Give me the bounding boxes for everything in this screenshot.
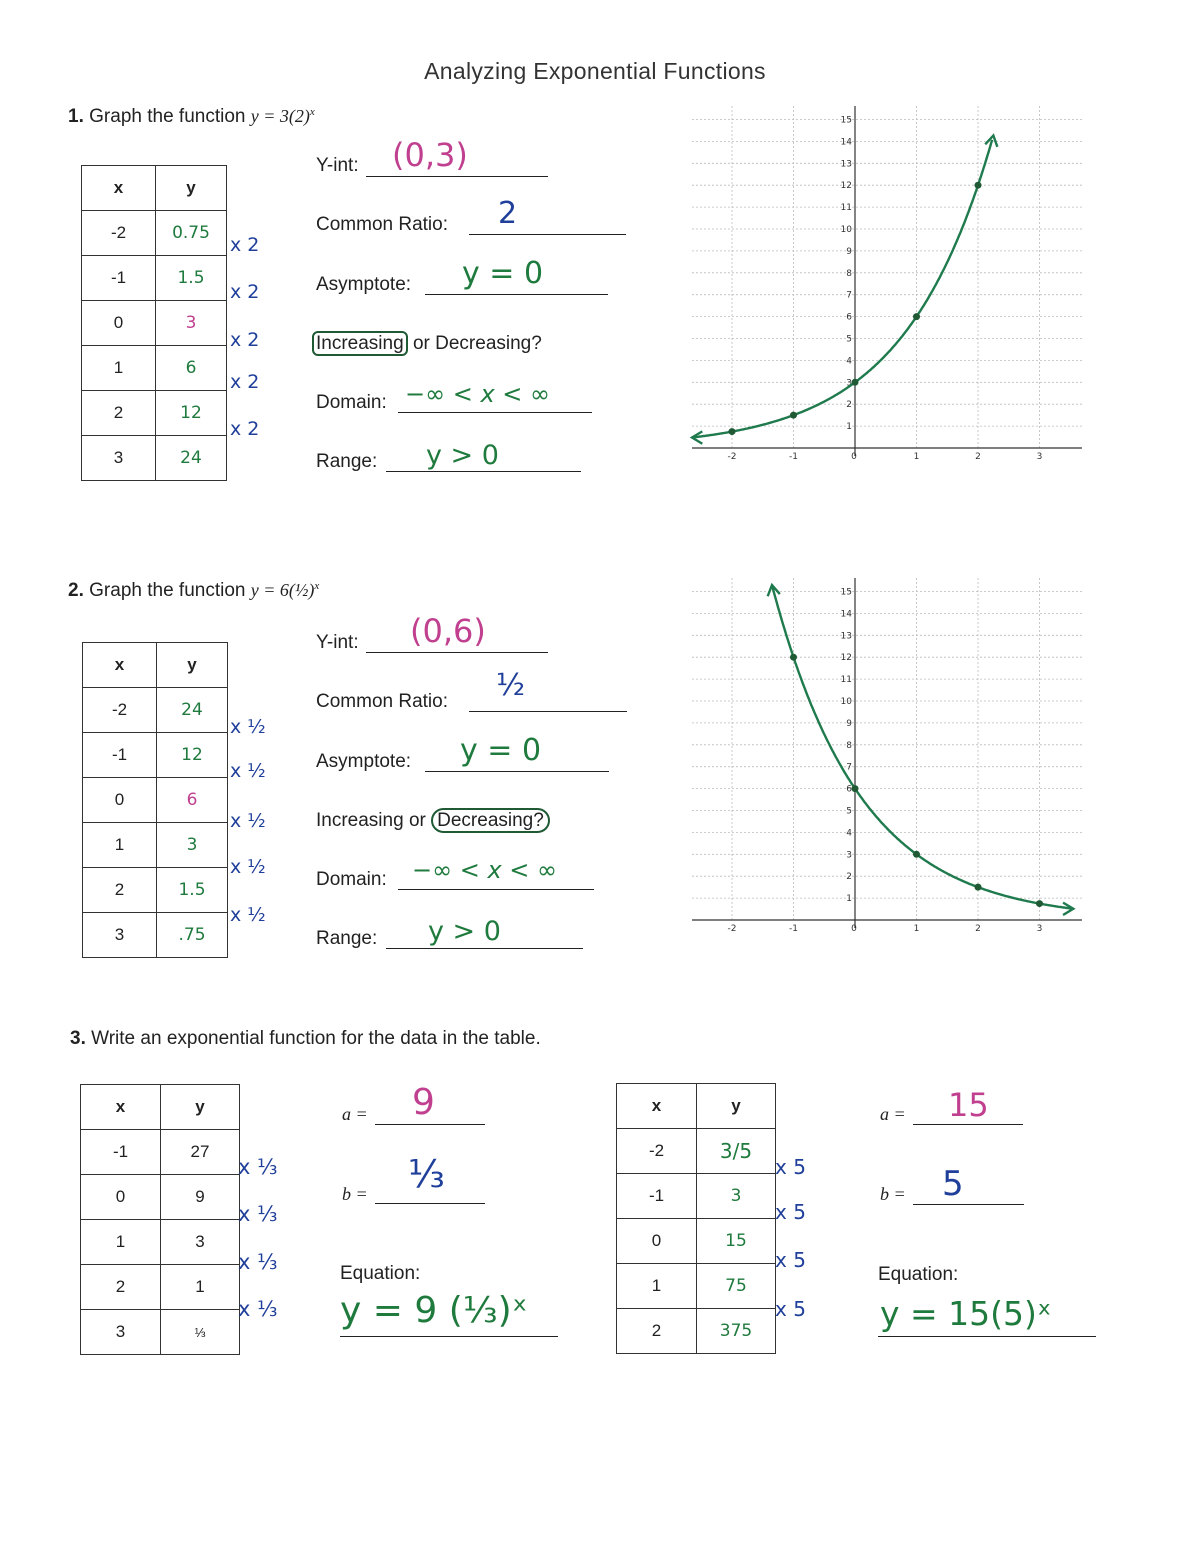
x-tick-label: 0 xyxy=(851,924,857,934)
decreasing-choice: Decreasing? xyxy=(435,333,542,354)
asymptote-label: Asymptote: xyxy=(316,751,412,772)
domain-label: Domain: xyxy=(316,869,387,890)
increasing-choice: Increasing xyxy=(316,810,404,831)
y-tick-label: 12 xyxy=(840,653,852,664)
problem2-prompt-text: Graph the function xyxy=(89,580,246,601)
y-tick-label: 1 xyxy=(846,894,852,905)
y-tick-label: 7 xyxy=(846,290,852,301)
problem1-prompt xyxy=(68,106,315,128)
table-row: 0 3 xyxy=(82,301,227,346)
y-tick-label: 2 xyxy=(846,872,852,883)
ratio-note: x ½ xyxy=(230,760,266,782)
x-tick-label: -1 xyxy=(789,924,798,934)
table-row: 2 1.5 xyxy=(83,868,228,913)
table-row: -1 12 xyxy=(83,733,228,778)
x-tick-label: -2 xyxy=(727,924,737,934)
page-title: Analyzing Exponential Functions xyxy=(424,58,766,84)
table-row: 2 12 xyxy=(82,391,227,436)
data-point xyxy=(975,182,982,189)
ratio-note: x 5 xyxy=(775,1155,806,1179)
data-point xyxy=(913,851,920,858)
table-header: y xyxy=(697,1084,776,1129)
table-header: x xyxy=(617,1084,697,1129)
x-tick-label: 2 xyxy=(975,924,981,934)
y-tick-label: 1 xyxy=(846,422,852,433)
x-tick-label: 3 xyxy=(1036,452,1043,462)
data-point xyxy=(975,884,982,891)
table-row: 3 .75 xyxy=(83,913,228,958)
ratio-value: 2 xyxy=(498,196,518,231)
y-tick-label: 6 xyxy=(846,784,852,795)
y-tick-label: 14 xyxy=(840,137,852,148)
equation-value: y = 15(5)ˣ xyxy=(880,1294,1052,1333)
ratio-note: x 2 xyxy=(230,371,260,393)
y-tick-label: 10 xyxy=(840,225,852,235)
data-point xyxy=(852,785,859,792)
ratio-label: Common Ratio: xyxy=(316,214,448,235)
table-row: 3 ⅓ xyxy=(81,1310,240,1355)
y-tick-label: 4 xyxy=(846,356,852,367)
y-tick-label: 13 xyxy=(840,631,852,642)
data-point xyxy=(790,654,797,661)
asymptote-label: Asymptote: xyxy=(316,274,412,295)
a-label: a = xyxy=(342,1104,368,1124)
range-value: y > 0 xyxy=(428,916,501,947)
y-tick-label: 3 xyxy=(846,378,852,389)
table-header: y xyxy=(156,166,227,211)
table-row: -2 24 xyxy=(83,688,228,733)
ratio-note: x ½ xyxy=(230,810,266,832)
a-value: 9 xyxy=(412,1082,435,1123)
ratio-note: x 2 xyxy=(230,418,260,440)
inc-dec-question: Increasing or Decreasing? xyxy=(316,810,550,832)
range-value: y > 0 xyxy=(426,440,499,471)
problem1-table xyxy=(81,165,227,481)
ratio-note: x 5 xyxy=(775,1297,806,1321)
increasing-choice: Increasing xyxy=(312,331,408,356)
b-label: b = xyxy=(880,1184,906,1204)
a-value: 15 xyxy=(948,1086,989,1124)
y-tick-label: 3 xyxy=(846,850,852,861)
inc-dec-question: Increasing or Decreasing? xyxy=(312,333,542,355)
table-row: 1 3 xyxy=(81,1220,240,1265)
problem3-number: 3. xyxy=(70,1028,86,1049)
problem1-number: 1. xyxy=(68,106,84,127)
table-row: 1 6 xyxy=(82,346,227,391)
y-tick-label: 8 xyxy=(846,268,852,279)
table-row: 1 3 xyxy=(83,823,228,868)
domain-label: Domain: xyxy=(316,392,387,413)
domain-value: −∞ < x < ∞ xyxy=(405,380,551,408)
ratio-note: x ½ xyxy=(230,904,266,926)
y-tick-label: 5 xyxy=(846,806,852,817)
ratio-note: x 5 xyxy=(775,1248,806,1272)
y-tick-label: 10 xyxy=(840,697,852,707)
problem1-equation: $y = 3(2)^x$ xyxy=(250,106,315,126)
table-row: 1 75 xyxy=(617,1264,776,1309)
table-row: -2 0.75 xyxy=(82,211,227,256)
ratio-note: x 2 xyxy=(230,234,260,256)
table-header: y xyxy=(157,643,228,688)
problem2-table xyxy=(82,642,228,958)
x-tick-label: 0 xyxy=(851,452,857,462)
ratio-label: Common Ratio: xyxy=(316,691,448,712)
table-header: x xyxy=(82,166,156,211)
x-tick-label: 2 xyxy=(975,452,981,462)
asymptote-value: y = 0 xyxy=(462,256,544,291)
x-tick-label: -1 xyxy=(789,452,798,462)
y-tick-label: 4 xyxy=(846,828,852,839)
table-row: 0 15 xyxy=(617,1219,776,1264)
equation-label: Equation: xyxy=(340,1263,421,1284)
ratio-note: x ⅓ xyxy=(238,1155,278,1179)
y-tick-label: 6 xyxy=(846,312,852,323)
a-label: a = xyxy=(880,1104,906,1124)
ratio-note: x 2 xyxy=(230,281,260,303)
problem3-table-b xyxy=(616,1083,776,1354)
function-curve xyxy=(772,585,1072,909)
problem1-prompt-text: Graph the function xyxy=(89,106,246,127)
x-tick-label: 1 xyxy=(913,924,920,934)
y-tick-label: 11 xyxy=(840,675,852,686)
equation-label: Equation: xyxy=(878,1264,959,1285)
y-tick-label: 14 xyxy=(840,609,852,620)
problem1-graph xyxy=(684,100,1090,470)
table-row: -1 27 xyxy=(81,1130,240,1175)
equation-value: y = 9 (⅓)ˣ xyxy=(340,1290,528,1331)
ratio-note: x ⅓ xyxy=(238,1250,278,1274)
range-label: Range: xyxy=(316,451,378,472)
table-row: 2 375 xyxy=(617,1309,776,1354)
y-tick-label: 12 xyxy=(840,181,852,192)
yint-label: Y-int: xyxy=(316,632,359,653)
decreasing-choice: Decreasing? xyxy=(431,808,550,833)
b-label: b = xyxy=(342,1184,368,1204)
y-tick-label: 11 xyxy=(840,203,852,214)
y-tick-label: 9 xyxy=(846,246,852,257)
data-point xyxy=(1036,900,1043,907)
ratio-note: x ⅓ xyxy=(238,1297,278,1321)
ratio-note: x ½ xyxy=(230,716,266,738)
yint-label: Y-int: xyxy=(316,155,359,176)
ratio-value: ½ xyxy=(496,668,526,703)
x-tick-label: 1 xyxy=(913,452,920,462)
problem2-graph xyxy=(684,572,1090,944)
table-row: 0 6 xyxy=(83,778,228,823)
range-label: Range: xyxy=(316,928,378,949)
data-point xyxy=(729,428,736,435)
y-tick-label: 2 xyxy=(846,400,852,411)
x-tick-label: 3 xyxy=(1036,924,1043,934)
y-tick-label: 15 xyxy=(840,587,852,598)
asymptote-value: y = 0 xyxy=(460,733,542,768)
table-row: -1 3 xyxy=(617,1174,776,1219)
table-header: x xyxy=(83,643,157,688)
y-tick-label: 7 xyxy=(846,762,852,773)
y-tick-label: 9 xyxy=(846,718,852,729)
table-header: x xyxy=(81,1085,161,1130)
data-point xyxy=(790,412,797,419)
ratio-note: x ½ xyxy=(230,856,266,878)
ratio-note: x ⅓ xyxy=(238,1202,278,1226)
domain-value: −∞ < x < ∞ xyxy=(412,856,558,884)
problem2-number: 2. xyxy=(68,580,84,601)
table-row: 2 1 xyxy=(81,1265,240,1310)
table-row: 0 9 xyxy=(81,1175,240,1220)
problem2-equation: y = 6(½)$^x$ xyxy=(250,580,320,600)
b-value: ⅓ xyxy=(408,1152,445,1196)
table-row: -1 1.5 xyxy=(82,256,227,301)
yint-value: (0,3) xyxy=(392,136,468,174)
problem3-table-a xyxy=(80,1084,240,1355)
y-tick-label: 8 xyxy=(846,740,852,751)
table-header: y xyxy=(161,1085,240,1130)
x-tick-label: -2 xyxy=(727,452,737,462)
table-row: 3 24 xyxy=(82,436,227,481)
y-tick-label: 13 xyxy=(840,159,852,170)
y-tick-label: 5 xyxy=(846,334,852,345)
y-tick-label: 15 xyxy=(840,115,852,126)
yint-value: (0,6) xyxy=(410,612,486,650)
ratio-note: x 5 xyxy=(775,1200,806,1224)
b-value: 5 xyxy=(942,1164,964,1204)
problem3-prompt: 3. Write an exponential function for the data in the table. xyxy=(70,1028,541,1049)
data-point xyxy=(913,313,920,320)
problem2-prompt xyxy=(68,580,319,602)
ratio-note: x 2 xyxy=(230,329,260,351)
table-row: -2 3/5 xyxy=(617,1129,776,1174)
data-point xyxy=(852,379,859,386)
